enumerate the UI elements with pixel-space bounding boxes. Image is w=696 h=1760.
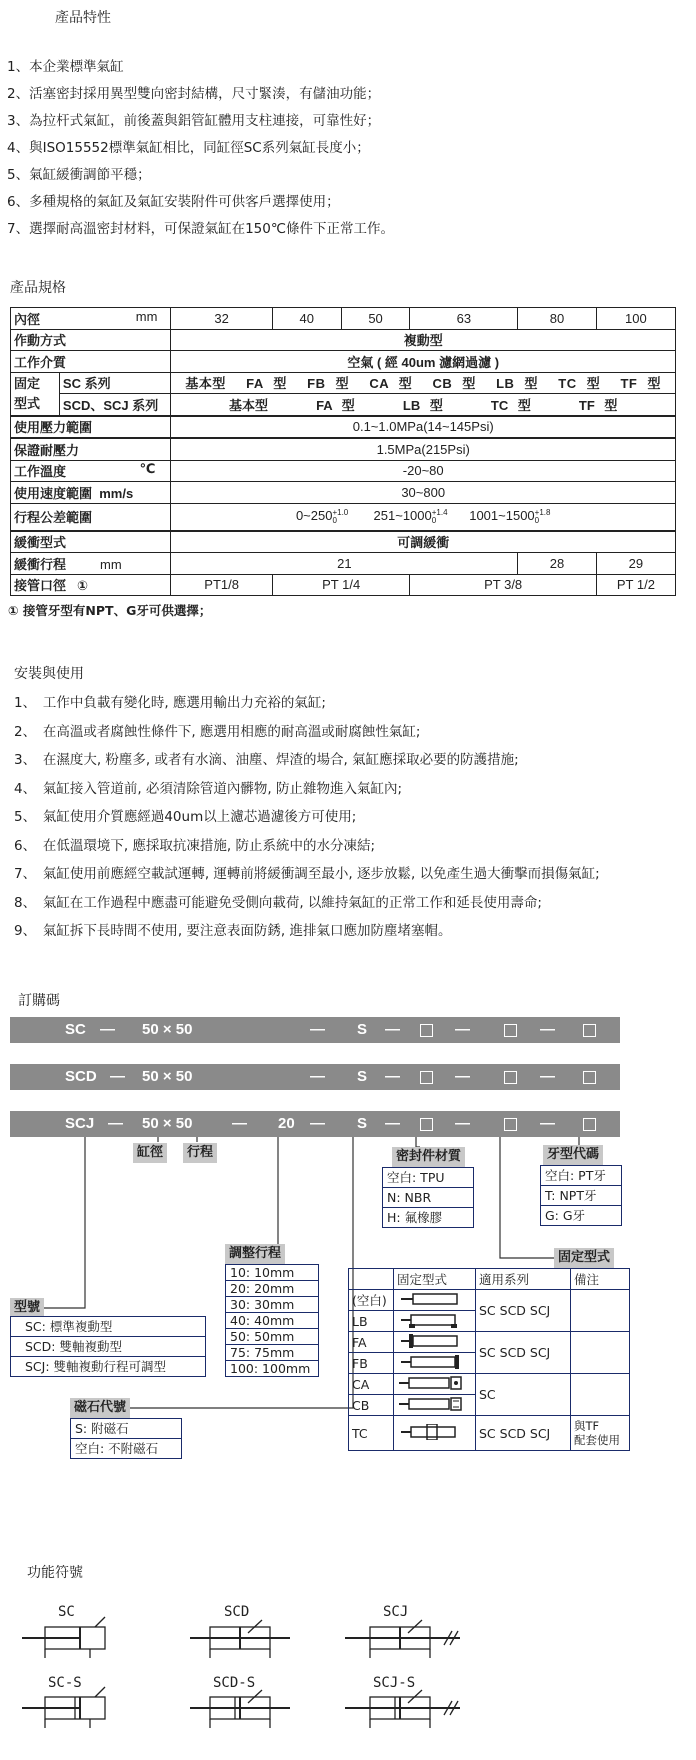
table-row: 使用壓力範圍 0.1~1.0MPa(14~145Psi) bbox=[11, 416, 676, 439]
order-code-bar-sc: SC — 50 × 50 — S — — — bbox=[10, 1017, 620, 1043]
scj-s-symbol-icon bbox=[345, 1690, 460, 1728]
scj-symbol-icon bbox=[345, 1620, 460, 1658]
table-row: 工作介質 空氣 ( 經 40um 濾網過濾 ) bbox=[11, 351, 676, 373]
table-row: 使用速度範圍 mm/s 30~800 bbox=[11, 482, 676, 504]
list-item: 2、活塞密封採用異型雙向密封結構，尺寸緊湊，有儲油功能； bbox=[7, 86, 381, 102]
thread-title: 牙型代碼 bbox=[543, 1145, 603, 1165]
adjust-title: 調整行程 bbox=[225, 1244, 285, 1264]
table-row: 內徑 mm 32 40 50 63 80 100 bbox=[11, 308, 676, 330]
order-code-bar-scj: SCJ — 50 × 50 — 20 — S — — — bbox=[10, 1111, 620, 1137]
list-item: S: 附磁石 bbox=[71, 1419, 181, 1439]
scd-s-symbol-icon bbox=[190, 1690, 290, 1728]
symbol-label: SCJ-S bbox=[373, 1675, 416, 1691]
sc-symbol-icon bbox=[22, 1617, 105, 1658]
seal-title: 密封件材質 bbox=[392, 1147, 465, 1167]
table-cell: 100 bbox=[596, 308, 675, 330]
symbols-title: 功能符號 bbox=[27, 1565, 83, 1581]
scd-symbol-icon bbox=[190, 1620, 290, 1658]
list-item: 30: 30mm bbox=[226, 1297, 318, 1313]
list-item: 40: 40mm bbox=[226, 1313, 318, 1329]
table-row: 作動方式 複動型 bbox=[11, 329, 676, 351]
list-item: T: NPT牙 bbox=[541, 1186, 621, 1206]
list-item: 空白: 不附磁石 bbox=[75, 1441, 159, 1456]
list-item: 20: 20mm bbox=[226, 1281, 318, 1297]
table-cell: 63 bbox=[410, 308, 518, 330]
table-row: FA SC SCD SCJ bbox=[349, 1332, 630, 1353]
bore-tag: 缸徑 bbox=[133, 1143, 167, 1163]
list-item: 9、 氣缸拆下長時間不使用, 要注意表面防銹, 進排氣口應加防塵堵塞帽。 bbox=[14, 923, 452, 939]
table-row: FB bbox=[349, 1353, 630, 1374]
table-row: SCD、SCJ 系列 基本型 FA 型 LB 型 TC 型 TF 型 bbox=[11, 394, 676, 416]
table-row: 緩衝型式 可調緩衝 bbox=[11, 531, 676, 553]
list-item: 1、 工作中負載有變化時, 應選用輸出力充裕的氣缸; bbox=[14, 695, 326, 711]
list-item: 10: 10mm bbox=[226, 1265, 318, 1281]
spec-footnote: ① 接管牙型有NPT、G牙可供選擇； bbox=[8, 603, 212, 618]
list-item: 空白: TPU bbox=[383, 1168, 473, 1188]
list-item: 7、 氣缸使用前應經空載試運轉, 運轉前將緩衝調至最小, 逐步放鬆, 以免產生過大衝擊而損傷氣缸; bbox=[14, 866, 600, 882]
table-row: 固定型式 適用系列 備注 bbox=[349, 1269, 630, 1290]
list-item: 6、多種規格的氣缸及氣缸安裝附件可供客戶選擇使用； bbox=[7, 194, 340, 210]
table-cell: 50 bbox=[341, 308, 410, 330]
symbol-label: SCD bbox=[224, 1604, 250, 1620]
table-row: 緩衝行程 mm 21 28 29 bbox=[11, 553, 676, 575]
install-title: 安裝與使用 bbox=[14, 666, 84, 682]
list-item: 2、 在高溫或者腐蝕性條件下, 應選用相應的耐高溫或耐腐蝕性氣缸; bbox=[14, 723, 421, 740]
table-row: 行程公差範圍 0~250+1.0 0 251~1000+1.4 0 1001~1500+1.8 0 bbox=[11, 503, 676, 531]
model-title: 型號 bbox=[10, 1298, 44, 1318]
symbol-label: SCJ bbox=[383, 1604, 409, 1620]
list-item: 100: 100mm bbox=[230, 1361, 311, 1376]
list-item: 4、 氣缸接入管道前, 必須清除管道內髒物, 防止雜物進入氣缸內; bbox=[14, 780, 403, 797]
list-item: H: 氟橡膠 bbox=[387, 1210, 443, 1225]
spec-title: 產品規格 bbox=[10, 280, 66, 296]
list-item: 1、本企業標準氣缸 bbox=[7, 59, 124, 75]
list-item: 3、 在濕度大, 粉塵多, 或者有水滴、油塵、焊渣的場合, 氣缸應採取必要的防護措施; bbox=[14, 752, 519, 768]
list-item: N: NBR bbox=[383, 1188, 473, 1208]
table-row: 工作溫度 ℃ -20~80 bbox=[11, 460, 676, 482]
list-item: SCJ: 雙軸複動行程可調型 bbox=[25, 1359, 167, 1374]
features-title: 產品特性 bbox=[55, 10, 111, 26]
mount-title: 固定型式 bbox=[554, 1248, 614, 1268]
table-row: 保證耐壓力 1.5MPa(215Psi) bbox=[11, 438, 676, 460]
magnet-title: 磁石代號 bbox=[70, 1398, 130, 1418]
table-row: CB bbox=[349, 1395, 630, 1416]
list-item: 8、 氣缸在工作過程中應盡可能避免受側向載荷, 以維持氣缸的正常工作和延長使用壽命; bbox=[14, 894, 542, 911]
table-row: TC SC SCD SCJ 與TF 配套使用 bbox=[349, 1416, 630, 1451]
table-row: LB bbox=[349, 1311, 630, 1332]
table-cell: 40 bbox=[272, 308, 341, 330]
bore-label: 內徑 bbox=[14, 311, 41, 327]
stroke-tag: 行程 bbox=[183, 1143, 217, 1163]
table-row: CA SC bbox=[349, 1374, 630, 1395]
table-row: 接管口徑 ① PT1/8 PT 1/4 PT 3/8 PT 1/2 bbox=[11, 574, 676, 596]
sc-s-symbol-icon bbox=[22, 1687, 105, 1728]
table-row: 固定 型式 SC 系列 基本型 FA 型 FB 型 CA 型 CB 型 LB 型 TC 型 TF 型 bbox=[11, 372, 676, 394]
table-cell: 80 bbox=[518, 308, 597, 330]
symbol-label: SCD-S bbox=[213, 1675, 256, 1691]
symbol-label: SC-S bbox=[48, 1675, 82, 1691]
table-row: (空白) SC SCD SCJ bbox=[349, 1290, 630, 1311]
list-item: 6、 在低溫環境下, 應採取抗凍措施, 防止系統中的水分凍結; bbox=[14, 837, 376, 854]
symbol-label: SC bbox=[58, 1604, 75, 1620]
list-item: SC: 標準複動型 bbox=[11, 1317, 205, 1337]
list-item: 75: 75mm bbox=[226, 1345, 318, 1361]
order-code-bar-scd: SCD — 50 × 50 — S — — — bbox=[10, 1064, 620, 1090]
list-item: G: G牙 bbox=[545, 1208, 586, 1223]
list-item: 50: 50mm bbox=[226, 1329, 318, 1345]
order-title: 訂購碼 bbox=[18, 993, 60, 1009]
list-item: 7、選擇耐高溫密封材料，可保證氣缸在150℃條件下正常工作。 bbox=[7, 221, 395, 237]
list-item: 空白: PT牙 bbox=[541, 1166, 621, 1186]
list-item: 5、氣缸緩衝調節平穩； bbox=[7, 167, 151, 183]
table-cell: 32 bbox=[171, 308, 272, 330]
list-item: 5、 氣缸使用介質應經過40um以上濾芯過濾後方可使用; bbox=[14, 809, 357, 825]
list-item: 3、為拉杆式氣缸，前後蓋與鋁管缸體用支柱連接，可靠性好； bbox=[7, 113, 381, 129]
list-item: SCD: 雙軸複動型 bbox=[11, 1337, 205, 1357]
list-item: 4、與ISO15552標準氣缸相比，同缸徑SC系列氣缸長度小； bbox=[7, 140, 370, 156]
